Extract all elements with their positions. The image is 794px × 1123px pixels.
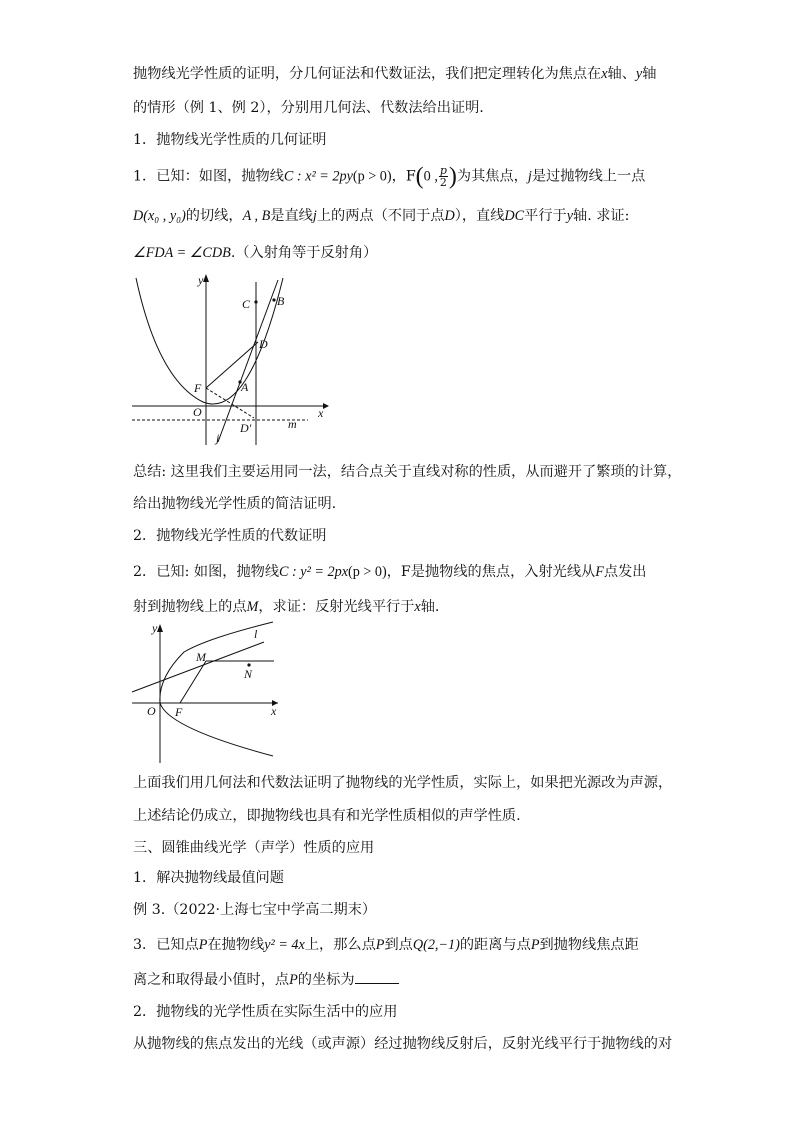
label-j: j	[216, 431, 220, 445]
label-y: y	[152, 621, 158, 635]
problem-3-line-2: 离之和取得最小值时，点P的坐标为	[133, 969, 399, 990]
parabola-curve	[160, 622, 273, 756]
section-3-subtitle-1: 1．解决抛物线最值问题	[133, 870, 284, 886]
figure-2-parabola-diagram	[128, 618, 288, 768]
point-c	[254, 300, 257, 303]
label-o: O	[147, 704, 156, 718]
conclusion-line-1: 上面我们用几何法和代数法证明了抛物线的光学性质，实际上，如果把光源改为声源，	[133, 775, 673, 791]
label-o: O	[193, 405, 202, 419]
y-axis-arrow	[157, 624, 163, 632]
problem-3-line-1: 3．已知点P在抛物线y² = 4x上，那么点P到点Q(2,−1)的距离与点P到抛物线焦点距	[133, 937, 639, 953]
conclusion-line-2: 上述结论仍成立，即抛物线也具有和光学性质相似的声学性质.	[133, 808, 521, 824]
final-paragraph-line: 从抛物线的焦点发出的光线（或声源）经过抛物线反射后，反射光线平行于抛物线的对	[133, 1036, 673, 1052]
label-m: M	[196, 650, 206, 664]
section-3-title: 三、圆锥曲线光学（声学）性质的应用	[133, 840, 375, 856]
segment-fd	[206, 342, 258, 388]
summary-line-1: 总结: 这里我们主要运用同一法，结合点关于直线对称的性质，从而避开了繁琐的计算，	[133, 464, 682, 480]
label-c: C	[242, 297, 251, 311]
label-m: m	[288, 417, 297, 431]
label-f: F	[194, 381, 202, 395]
example-3-heading: 例 3.（2022·上海七宝中学高二期末）	[133, 902, 377, 918]
label-d: D	[259, 337, 268, 351]
problem-2-line-1: 2．已知: 如图，抛物线C : y² = 2px(p > 0)，F是抛物线的焦点，入射光线从F点发出	[133, 564, 647, 580]
x-axis-arrow	[323, 403, 329, 409]
intro-line-2: 的情形（例 1、例 2），分别用几何法、代数法给出证明.	[133, 100, 484, 116]
segment-fm	[180, 661, 206, 703]
label-n: N	[244, 667, 253, 681]
label-x: x	[318, 406, 324, 420]
label-x: x	[271, 704, 277, 718]
section-2-title: 2．抛物线光学性质的代数证明	[133, 528, 327, 544]
label-a: A	[241, 380, 249, 394]
answer-blank[interactable]	[355, 969, 399, 984]
point-b	[272, 298, 275, 301]
label-y: y	[198, 273, 204, 287]
problem-2-line-2: 射到抛物线上的点M，求证：反射光线平行于x轴.	[133, 599, 440, 615]
figure-1-parabola-diagram	[128, 270, 338, 450]
section-1-title: 1．抛物线光学性质的几何证明	[133, 132, 327, 148]
summary-line-2: 给出抛物线光学性质的简洁证明.	[133, 496, 337, 512]
label-l: l	[254, 627, 258, 641]
label-d-prime: D′	[240, 421, 252, 435]
y-axis-arrow	[203, 274, 209, 282]
problem-1-line-1: 1．已知：如图，抛物线C : x² = 2py(p > 0)，F(0 , $\frac{p}{2}$ )为其焦点，j是过抛物线上一点	[133, 163, 646, 190]
section-3-subtitle-2: 2．抛物线的光学性质在实际生活中的应用	[133, 1004, 398, 1020]
problem-1-line-2: D(x₀ , y₀)的切线，A , B是直线j上的两点（不同于点D），直线DC平行于y轴. 求证:	[133, 208, 630, 224]
intro-line-1: 抛物线光学性质的证明，分几何证法和代数证法，我们把定理转化为焦点在x轴、y轴	[133, 66, 657, 82]
label-b: B	[277, 294, 285, 308]
label-f: F	[175, 705, 183, 719]
problem-1-line-3: ∠FDA = ∠CDB.（入射角等于反射角）	[133, 245, 378, 261]
